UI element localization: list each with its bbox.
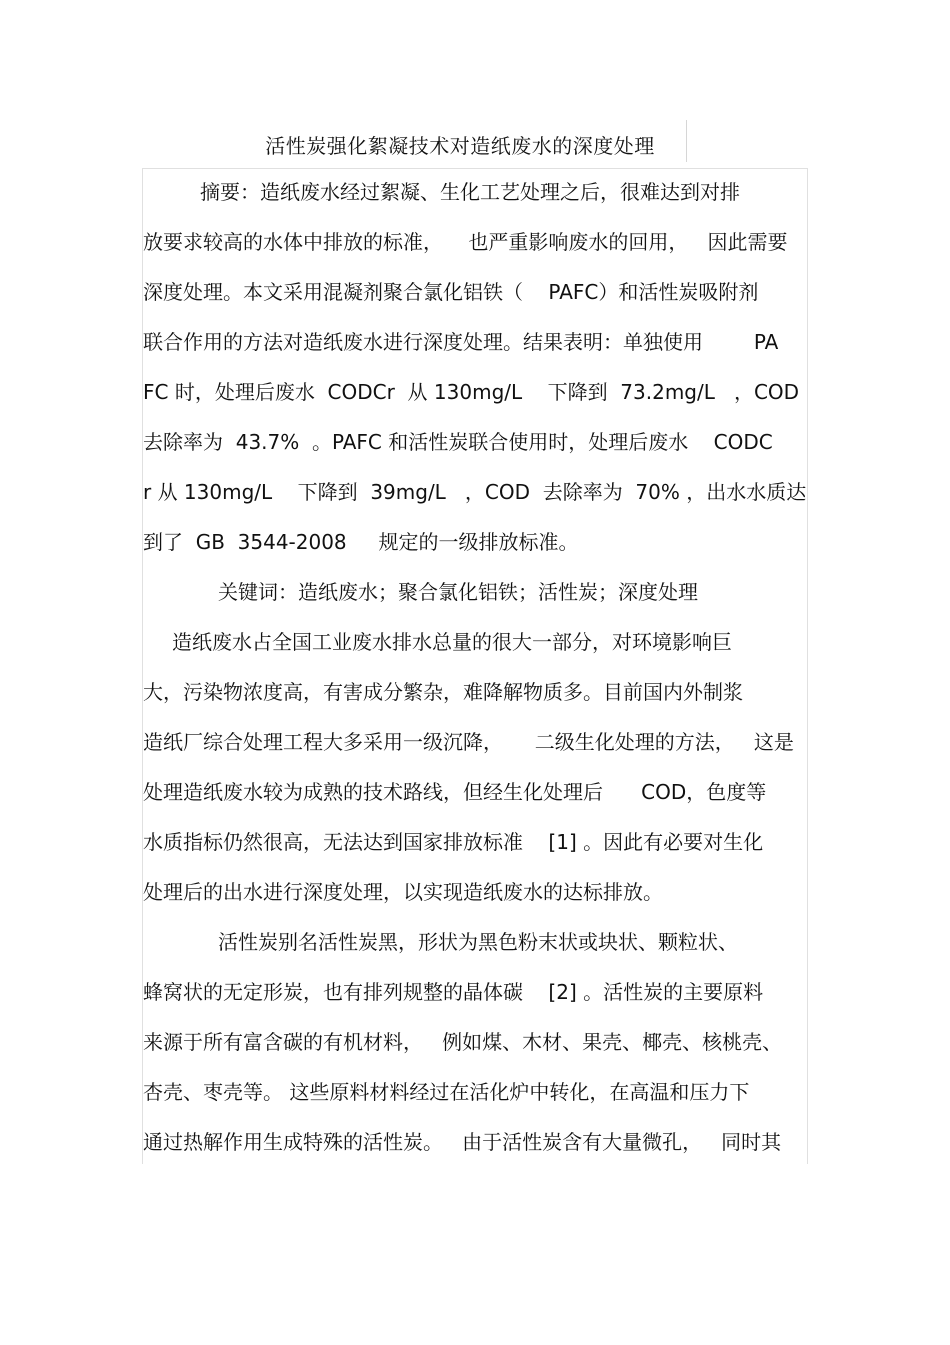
paragraph-line: 活性炭别名活性炭黑，形状为黑色粉末状或块状、颗粒状、	[218, 930, 738, 954]
abstract-line: 深度处理。本文采用混凝剂聚合氯化铝铁（ PAFC）和活性炭吸附剂	[143, 280, 759, 304]
paragraph-line: 通过热解作用生成特殊的活性炭。 由于活性炭含有大量微孔， 同时其	[143, 1130, 782, 1154]
abstract-line: 联合作用的方法对造纸废水进行深度处理。结果表明：单独使用 PA	[143, 330, 779, 354]
paragraph-line: 造纸废水占全国工业废水排水总量的很大一部分，对环境影响巨	[172, 630, 732, 654]
abstract-line: 放要求较高的水体中排放的标准， 也严重影响废水的回用， 因此需要	[143, 230, 788, 254]
paragraph-line: 大，污染物浓度高，有害成分繁杂，难降解物质多。目前国内外制浆	[143, 680, 743, 704]
paragraph-line: 造纸厂综合处理工程大多采用一级沉降， 二级生化处理的方法， 这是	[143, 730, 794, 754]
paragraph-line: 蜂窝状的无定形炭，也有排列规整的晶体碳 [2] 。活性炭的主要原料	[143, 980, 764, 1004]
paragraph-line: 处理后的出水进行深度处理，以实现造纸废水的达标排放。	[143, 880, 663, 904]
paragraph-line: 杏壳、枣壳等。 这些原料材料经过在活化炉中转化，在高温和压力下	[143, 1080, 750, 1104]
abstract-line: r 从 130mg/L 下降到 39mg/L ，COD 去除率为 70% ，出水水质达	[143, 480, 807, 504]
abstract-line: FC 时，处理后废水 CODCr 从 130mg/L 下降到 73.2mg/L ，COD	[143, 380, 800, 404]
paragraph-line: 来源于所有富含碳的有机材料， 例如煤、木材、果壳、椰壳、核桃壳、	[143, 1030, 783, 1054]
text-frame	[142, 168, 808, 1164]
abstract-line: 去除率为 43.7% 。PAFC 和活性炭联合使用时，处理后废水 CODC	[143, 430, 773, 454]
keywords-line: 关键词：造纸废水；聚合氯化铝铁；活性炭；深度处理	[218, 580, 698, 604]
document-title: 活性炭强化絮凝技术对造纸废水的深度处理	[265, 134, 655, 158]
abstract-line: 摘要：造纸废水经过絮凝、生化工艺处理之后，很难达到对排	[200, 180, 740, 204]
paragraph-line: 处理造纸废水较为成熟的技术路线，但经生化处理后 COD，色度等	[143, 780, 767, 804]
abstract-line: 到了 GB 3544-2008 规定的一级排放标准。	[143, 530, 579, 554]
paragraph-line: 水质指标仍然很高，无法达到国家排放标准 [1] 。因此有必要对生化	[143, 830, 764, 854]
